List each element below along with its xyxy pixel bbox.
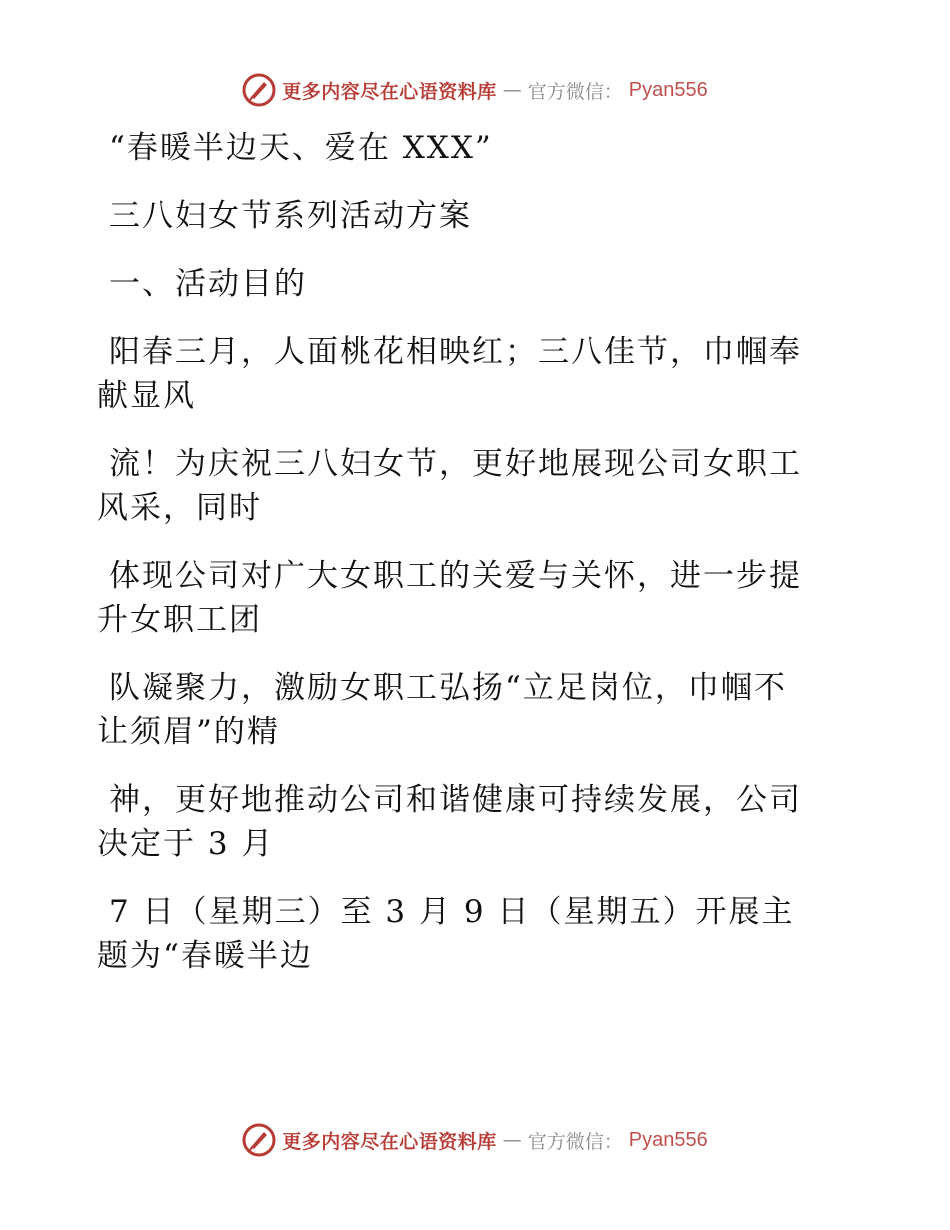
watermark-separator: —	[502, 79, 522, 101]
body-line: 题为“春暖半边	[97, 938, 313, 974]
watermark-brand: 更多内容尽在心语资料库	[282, 80, 497, 103]
body-line: 决定于 3 月	[97, 826, 275, 862]
section-heading: 一、活动目的	[109, 266, 307, 302]
body-line: 队凝聚力，激励女职工弘扬“立足岗位，巾帼不	[109, 670, 787, 706]
body-line: 体现公司对广大女职工的关爱与关怀，进一步提	[109, 558, 802, 594]
body-line: 升女职工团	[97, 602, 262, 638]
watermark-id: Pyan556	[628, 1128, 708, 1151]
body-line: 流！为庆祝三八妇女节，更好地展现公司女职工	[109, 446, 802, 482]
watermark-subtitle: 官方微信：	[527, 80, 623, 103]
document-subtitle: 三八妇女节系列活动方案	[109, 198, 472, 234]
body-line: 献显风	[97, 378, 196, 414]
document-body	[97, 126, 837, 978]
footer-watermark	[0, 1120, 950, 1160]
body-line: 7 日（星期三）至 3 月 9 日（星期五）开展主	[109, 894, 795, 930]
body-line: 阳春三月，人面桃花相映红；三八佳节，巾帼奉	[109, 334, 802, 370]
watermark-subtitle: 官方微信：	[527, 1130, 623, 1153]
watermark-id: Pyan556	[628, 78, 708, 101]
body-line: 让须眉”的精	[97, 714, 280, 750]
quill-logo-icon	[242, 1123, 276, 1157]
watermark-brand: 更多内容尽在心语资料库	[282, 1130, 497, 1153]
header-watermark	[0, 70, 950, 110]
body-line: 风采，同时	[97, 490, 262, 526]
watermark-separator: —	[502, 1129, 522, 1151]
document-title: “春暖半边天、爱在 XXX”	[109, 130, 493, 166]
quill-logo-icon	[242, 73, 276, 107]
body-line: 神，更好地推动公司和谐健康可持续发展，公司	[109, 782, 802, 818]
